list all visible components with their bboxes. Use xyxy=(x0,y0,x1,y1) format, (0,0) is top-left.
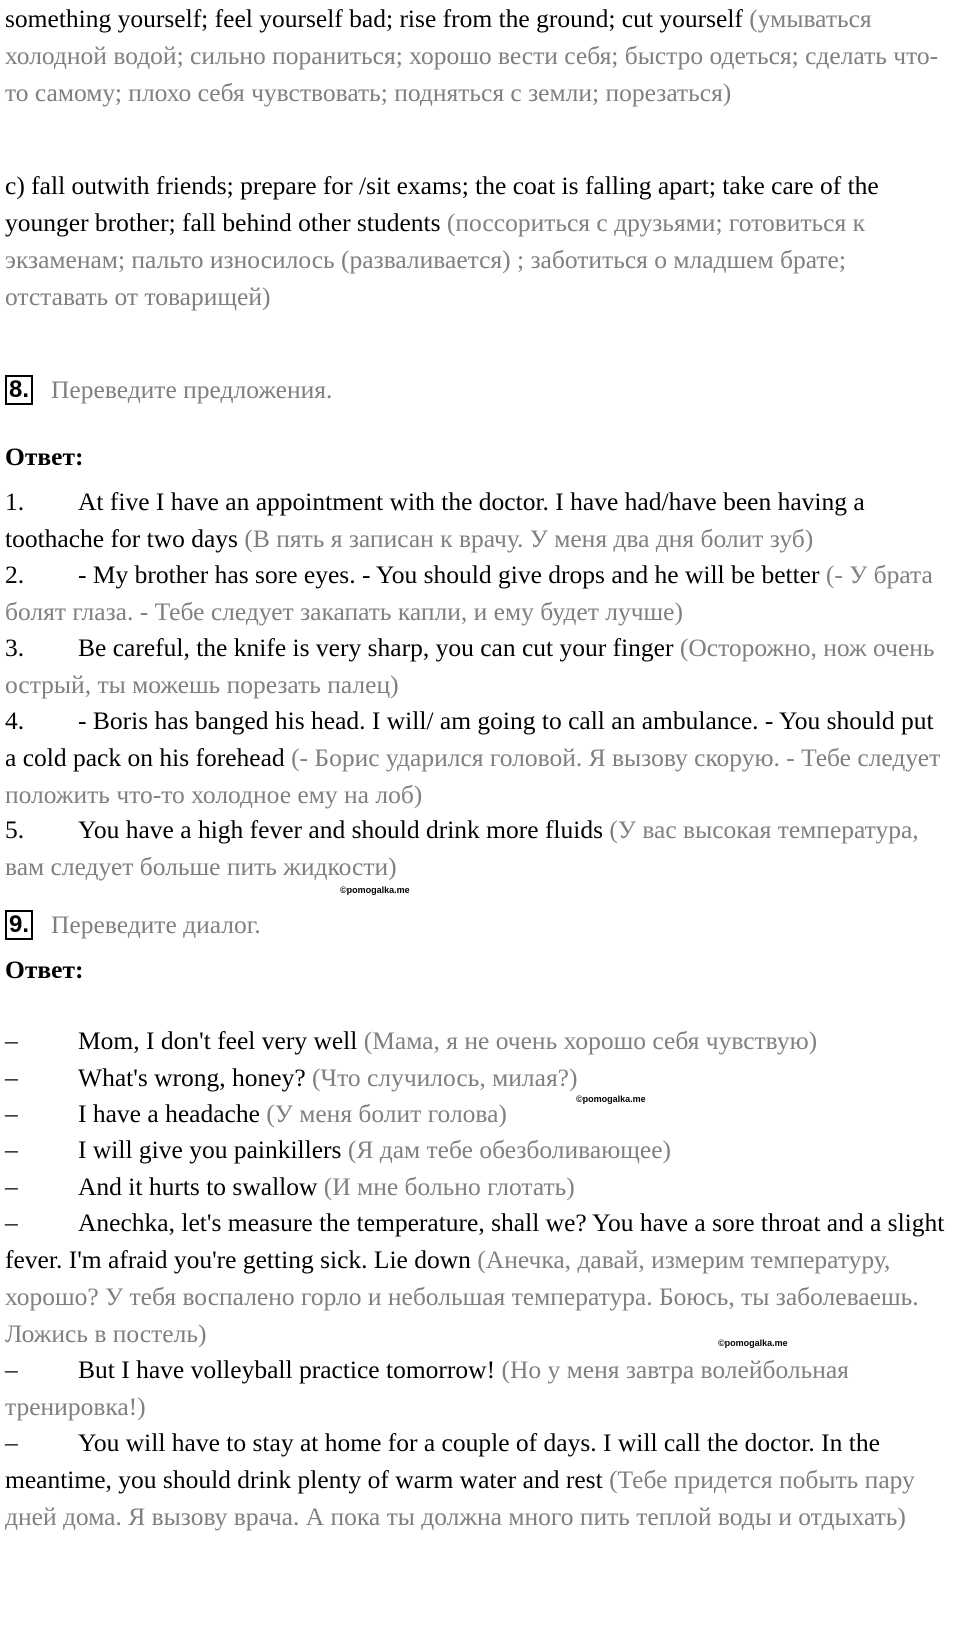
dialog-line xyxy=(5,1351,945,1425)
line-english: Mom, I don't feel very well xyxy=(78,1026,358,1055)
item-english: - My brother has sore eyes. - You should give drops and he will be better xyxy=(78,560,820,589)
dialog-dash: – xyxy=(5,1099,18,1128)
task-8-header xyxy=(5,373,332,407)
item-english: - Boris has banged his head. I will/ am going to call an ambulance. - You should put a cold pack on his forehead xyxy=(5,706,934,772)
task-number: 9. xyxy=(5,910,33,940)
item-english: Be careful, the knife is very sharp, you can cut your finger xyxy=(78,633,674,662)
line-english: Anechka, let's measure the temperature, shall we? You have a sore throat and a slight fever. I'm afraid you're getting sick. Lie down xyxy=(5,1208,945,1274)
task-9-header xyxy=(5,908,261,942)
sentence-item xyxy=(5,483,945,557)
vocab-block-b xyxy=(5,0,945,111)
item-russian: (В пять я записан к врачу. У меня два дня болит зуб) xyxy=(244,524,814,553)
line-russian: (У меня болит голова) xyxy=(266,1099,507,1128)
sentence-item xyxy=(5,629,945,703)
sentence-item xyxy=(5,556,945,630)
line-russian: (Тебе придется побыть пару дней дома. Я вызову врача. А пока ты должна много пить теплой воды и отдыхать) xyxy=(5,1465,915,1531)
line-english: But I have volleyball practice tomorrow! xyxy=(78,1355,496,1384)
task-number: 8. xyxy=(5,375,33,405)
dialog-line xyxy=(5,1022,945,1059)
task-instruction: Переведите предложения. xyxy=(51,375,333,404)
item-number: 1. xyxy=(5,487,25,516)
dialog-line xyxy=(5,1095,945,1132)
answer-label: Ответ: xyxy=(5,955,84,984)
dialog-line xyxy=(5,1204,945,1352)
item-number: 2. xyxy=(5,560,25,589)
item-russian: (- Борис ударился головой. Я вызову скорую. - Тебе следует положить что-то холодное ему на лоб) xyxy=(5,743,941,809)
dialog-dash: – xyxy=(5,1172,18,1201)
watermark: ©pomogalka.me xyxy=(718,1338,788,1348)
sentence-item xyxy=(5,811,945,885)
vocab-block-c xyxy=(5,167,945,315)
dialog-dash: – xyxy=(5,1208,18,1237)
item-number: 5. xyxy=(5,815,25,844)
line-russian: (Анечка, давай, измерим температуру, хорошо? У тебя воспалено горло и небольшая температура. Боюсь, ты заболеваешь. Ложись в постель) xyxy=(5,1245,919,1348)
item-russian: (У вас высокая температура, вам следует больше пить жидкости) xyxy=(5,815,919,881)
vocab-english: something yourself; feel yourself bad; rise from the ground; cut yourself xyxy=(5,4,743,33)
item-number: 4. xyxy=(5,706,25,735)
line-russian: (Мама, я не очень хорошо себя чувствую) xyxy=(363,1026,818,1055)
vocab-russian: (умываться холодной водой; сильно пораниться; хорошо вести себя; быстро одеться; сделать что-то самому; плохо себя чувствовать; подняться с земли; порезаться) xyxy=(5,4,939,107)
item-english: At five I have an appointment with the doctor. I have had/have been having a toothache for two days xyxy=(5,487,865,553)
vocab-russian: (поссориться с друзьями; готовиться к экзаменам; пальто износилось (разваливается) ; заботиться о младшем брате; отставать от товарищей) xyxy=(5,208,865,311)
watermark: ©pomogalka.me xyxy=(340,885,410,895)
dialog-dash: – xyxy=(5,1355,18,1384)
item-english: You have a high fever and should drink more fluids xyxy=(78,815,604,844)
line-russian: (Что случилось, милая?) xyxy=(312,1063,578,1092)
line-english: And it hurts to swallow xyxy=(78,1172,318,1201)
line-english: You will have to stay at home for a couple of days. I will call the doctor. In the meantime, you should drink plenty of warm water and rest xyxy=(5,1428,880,1494)
line-russian: (Но у меня завтра волейбольная тренировка!) xyxy=(5,1355,849,1421)
item-number: 3. xyxy=(5,633,25,662)
watermark: ©pomogalka.me xyxy=(576,1094,646,1104)
answer-label: Ответ: xyxy=(5,442,84,471)
dialog-dash: – xyxy=(5,1026,18,1055)
dialog-dash: – xyxy=(5,1063,18,1092)
line-english: I have a headache xyxy=(78,1099,260,1128)
line-english: What's wrong, honey? xyxy=(78,1063,306,1092)
line-english: I will give you painkillers xyxy=(78,1135,342,1164)
item-russian: (- У брата болят глаза. - Тебе следует закапать капли, и ему будет лучше) xyxy=(5,560,933,626)
item-russian: (Осторожно, нож очень острый, ты можешь порезать палец) xyxy=(5,633,935,699)
dialog-line xyxy=(5,1168,945,1205)
dialog-dash: – xyxy=(5,1135,18,1164)
vocab-english: c) fall outwith friends; prepare for /sit exams; the coat is falling apart; take care of the younger brother; fall behind other students xyxy=(5,171,879,237)
dialog-dash: – xyxy=(5,1428,18,1457)
dialog-line xyxy=(5,1424,945,1535)
line-russian: (И мне больно глотать) xyxy=(323,1172,575,1201)
task-instruction: Переведите диалог. xyxy=(51,910,261,939)
dialog-line xyxy=(5,1131,945,1168)
sentence-item xyxy=(5,702,945,813)
line-russian: (Я дам тебе обезболивающее) xyxy=(347,1135,672,1164)
dialog-line xyxy=(5,1059,945,1096)
